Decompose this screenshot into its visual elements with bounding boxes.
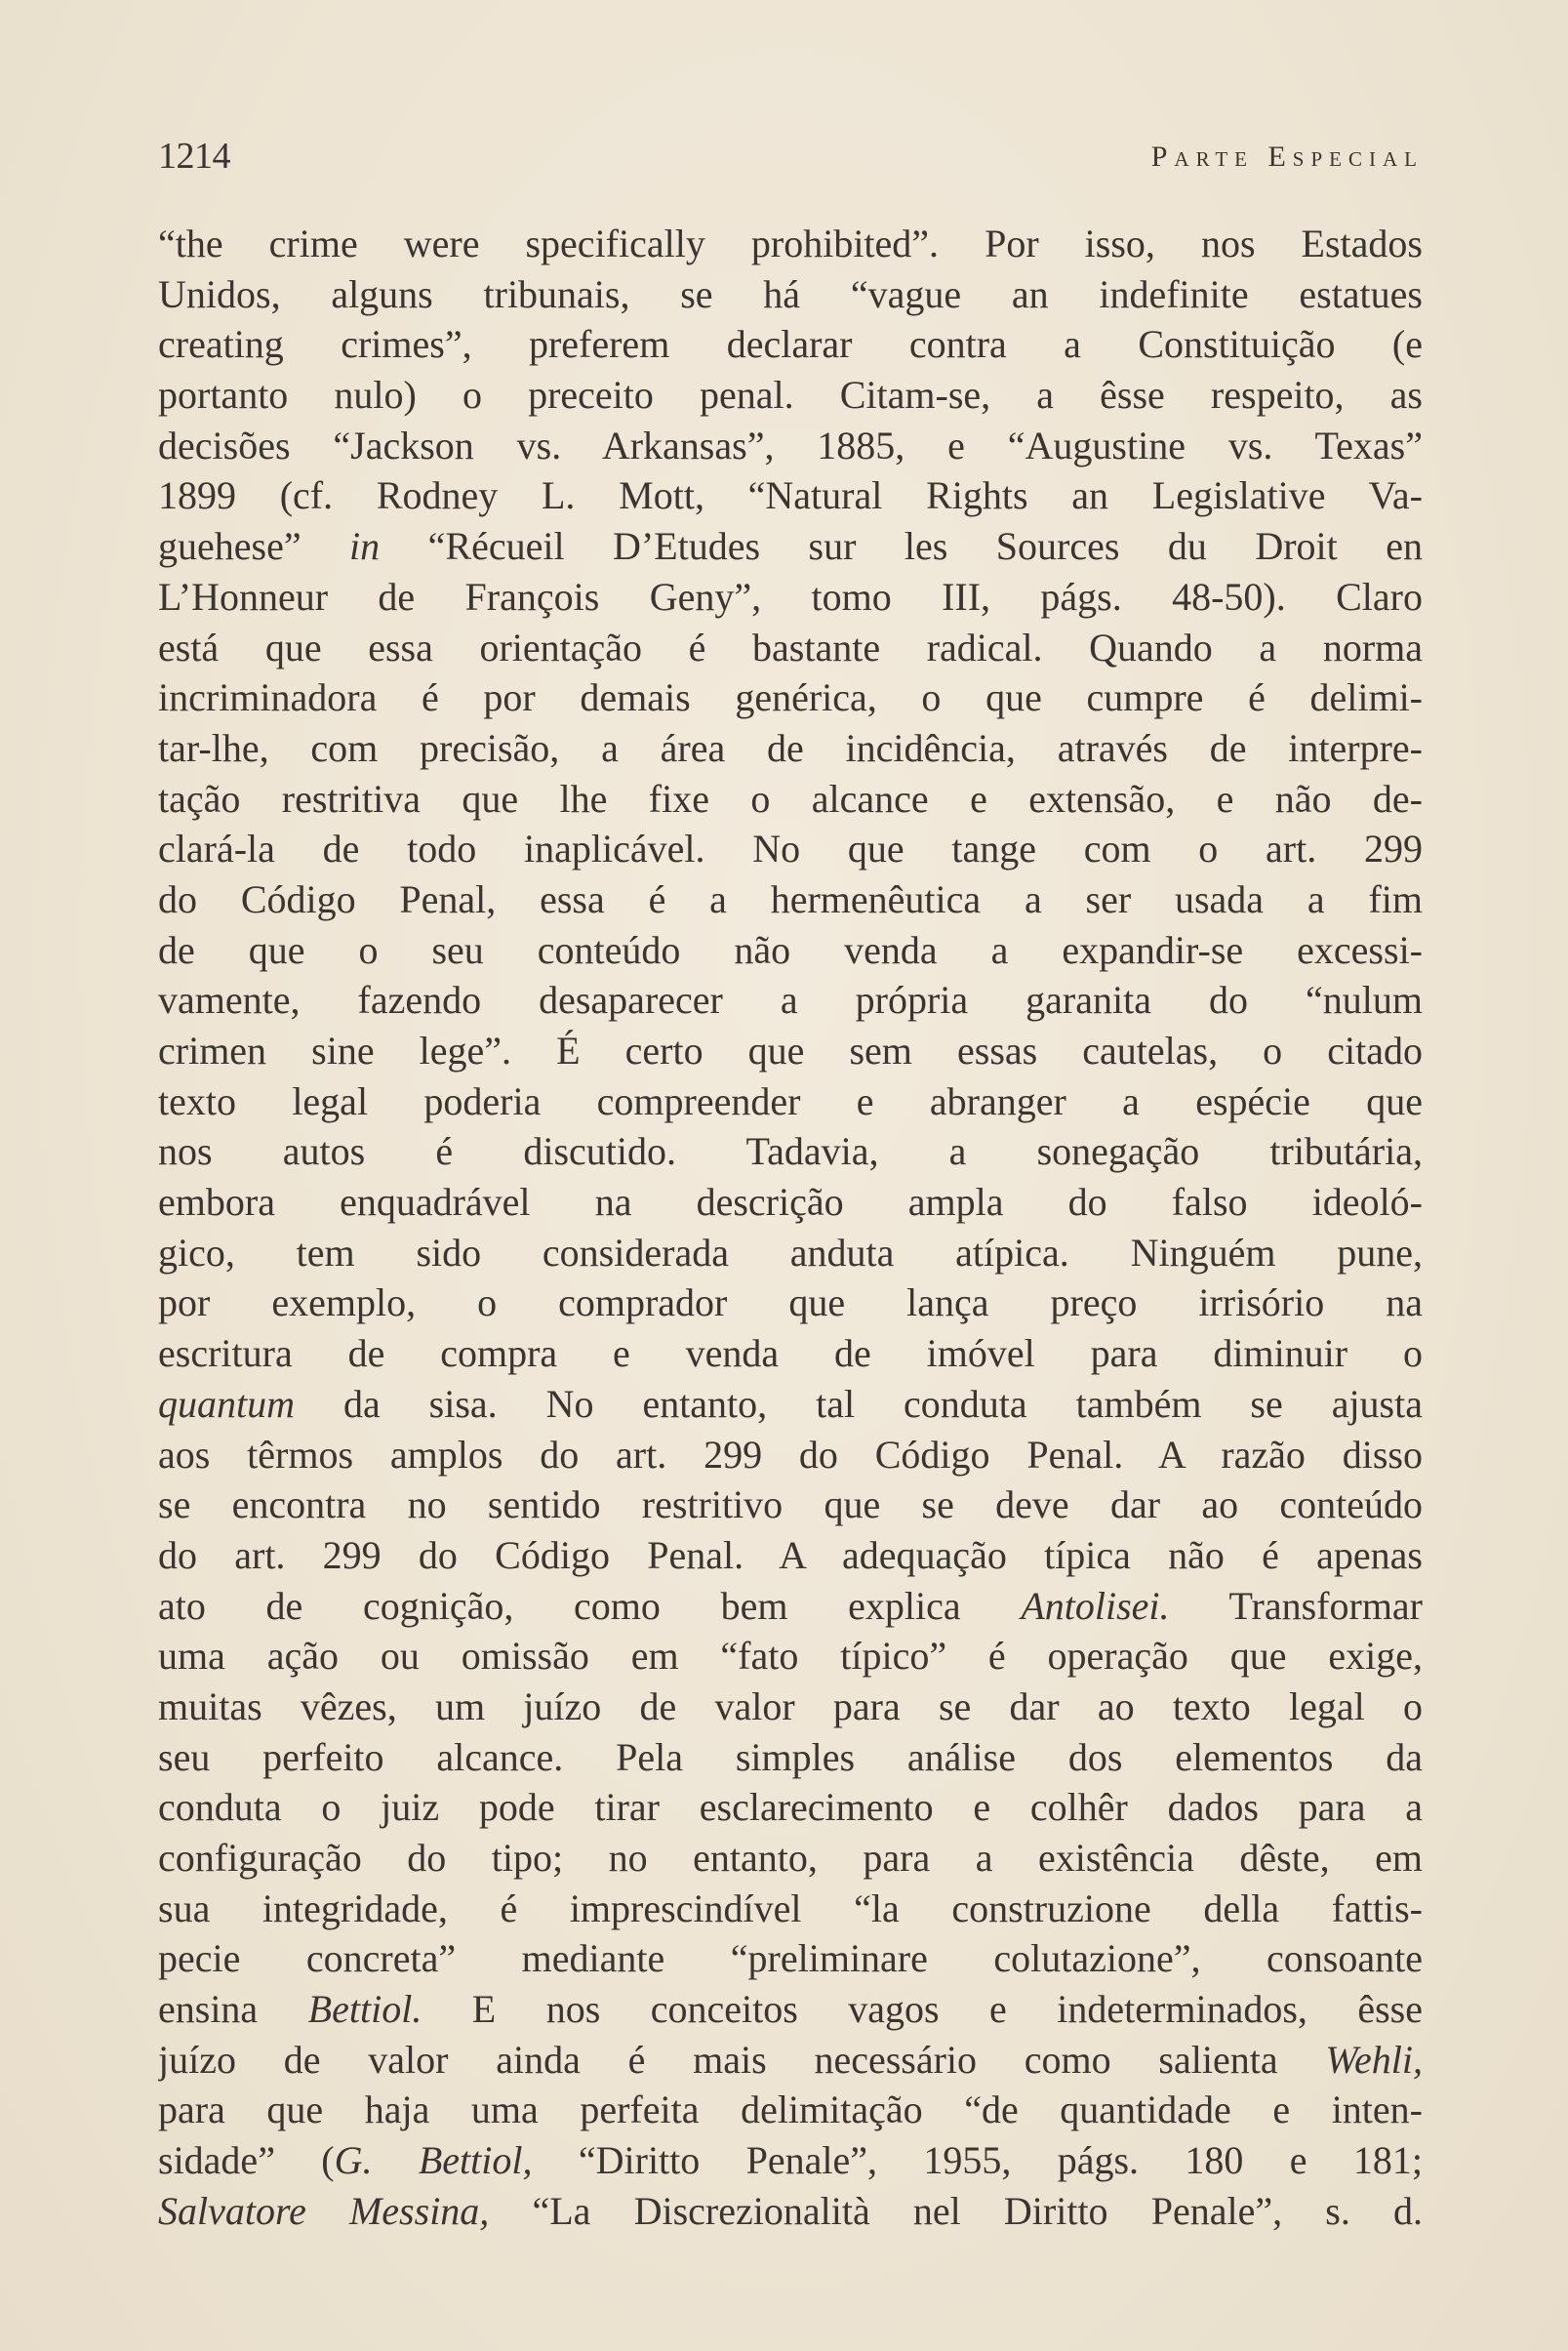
body-text — [158, 219, 1423, 2237]
text-segment: “the crime were specifically prohibited”. Por isso, nos Estados — [158, 222, 1423, 265]
text-segment: “La Discrezionalità nel Diritto Penale”, s. d. — [489, 2188, 1423, 2233]
text-line — [158, 1228, 1423, 1278]
text-line — [158, 1682, 1423, 1732]
text-line — [158, 1833, 1423, 1884]
text-segment: configuração do tipo; no entanto, para a existência dêste, em — [158, 1836, 1423, 1880]
text-line — [158, 1782, 1423, 1833]
text-line — [158, 319, 1423, 370]
text-segment: crimen sine lege”. É certo que sem essas cautelas, o citado — [158, 1029, 1423, 1073]
text-line — [158, 2186, 1423, 2237]
text-segment: decisões “Jackson vs. Arkansas”, 1885, e “Augustine vs. Texas” — [158, 423, 1423, 467]
text-segment: por exemplo, o comprador que lança preço irrisório na — [158, 1280, 1423, 1325]
text-segment: se encontra no sentido restritivo que se deve dar ao conteúdo — [158, 1482, 1423, 1527]
text-line — [158, 2085, 1423, 2135]
text-segment: tação restritiva que lhe fixe o alcance e extensão, e não de- — [158, 776, 1423, 821]
text-segment: incriminadora é por demais genérica, o que cumpre é delimi- — [158, 675, 1423, 720]
text-line — [158, 1530, 1423, 1581]
text-line — [158, 421, 1423, 471]
text-line — [158, 774, 1423, 825]
italic-text: in — [349, 524, 381, 569]
text-segment: 1899 (cf. Rodney L. Mott, “Natural Rights an Legislative Va- — [158, 473, 1423, 518]
text-line — [158, 1480, 1423, 1530]
text-line — [158, 2035, 1423, 2086]
text-line — [158, 1076, 1423, 1127]
text-segment: aos têrmos amplos do art. 299 do Código Penal. A razão disso — [158, 1432, 1423, 1477]
text-segment: portanto nulo) o preceito penal. Citam-se, a êsse respeito, as — [158, 373, 1423, 418]
text-line — [158, 672, 1423, 723]
text-line — [158, 824, 1423, 874]
text-segment: guehese” — [158, 524, 350, 569]
text-line — [158, 1026, 1423, 1076]
text-line — [158, 2135, 1423, 2186]
text-segment: para que haja uma perfeita delimitação “de quantidade e inten- — [158, 2088, 1423, 2132]
text-segment: clará-la de todo inaplicável. No que tange com o art. 299 — [158, 827, 1423, 871]
text-segment: creating crimes”, preferem declarar contra a Constituição (e — [158, 322, 1423, 367]
text-line — [158, 572, 1423, 623]
text-line — [158, 1430, 1423, 1480]
italic-text: G. Bettiol, — [334, 2138, 533, 2183]
text-segment: muitas vêzes, um juízo de valor para se dar ao texto legal o — [158, 1683, 1423, 1728]
italic-text: Bettiol. — [307, 1987, 422, 2032]
text-line — [158, 723, 1423, 774]
text-line — [158, 470, 1423, 521]
text-line — [158, 1126, 1423, 1177]
italic-text: quantum — [158, 1381, 295, 1426]
text-line — [158, 1933, 1423, 1984]
text-segment: vamente, fazendo desaparecer a própria garanita do “nulum — [158, 978, 1423, 1023]
text-segment: da sisa. No entanto, tal conduta também se ajusta — [295, 1381, 1423, 1426]
text-line — [158, 1379, 1423, 1430]
text-segment: escritura de compra e venda de imóvel para diminuir o — [158, 1331, 1423, 1376]
text-segment: nos autos é discutido. Tadavia, a sonegação tributária, — [158, 1129, 1423, 1174]
text-segment: Transformar — [1169, 1583, 1423, 1628]
text-segment: seu perfeito alcance. Pela simples análise dos elementos da — [158, 1734, 1423, 1779]
text-segment: de que o seu conteúdo não venda a expandir-se excessi- — [158, 927, 1423, 972]
text-line — [158, 1328, 1423, 1379]
text-segment: E nos conceitos vagos e indeterminados, êsse — [422, 1987, 1423, 2032]
text-segment: “Diritto Penale”, 1955, págs. 180 e 181; — [532, 2138, 1423, 2183]
text-line — [158, 269, 1423, 320]
text-segment: do art. 299 do Código Penal. A adequação típica não é apenas — [158, 1532, 1423, 1577]
text-line — [158, 1884, 1423, 1934]
text-line — [158, 925, 1423, 976]
text-line — [158, 1984, 1423, 2035]
text-segment: L’Honneur de François Geny”, tomo III, págs. 48-50). Claro — [158, 574, 1423, 619]
text-line — [158, 1581, 1423, 1632]
text-line — [158, 623, 1423, 673]
text-segment: tar-lhe, com precisão, a área de incidência, através de interpre- — [158, 725, 1423, 770]
text-segment: sidade” ( — [158, 2138, 335, 2183]
text-segment: pecie concreta” mediante “preliminare colutazione”, consoante — [158, 1936, 1423, 1981]
text-line — [158, 874, 1423, 925]
running-head: Parte Especial — [1150, 141, 1424, 173]
text-line — [158, 1277, 1423, 1328]
text-line — [158, 370, 1423, 421]
text-segment: Unidos, alguns tribunais, se há “vague an indefinite estatues — [158, 271, 1423, 316]
text-line — [158, 521, 1423, 572]
text-line — [158, 975, 1423, 1026]
italic-text: Salvatore Messina, — [158, 2188, 490, 2233]
page-number: 1214 — [158, 136, 230, 177]
text-segment: texto legal poderia compreender e abranger a espécie que — [158, 1078, 1423, 1123]
italic-text: Wehli, — [1325, 2037, 1423, 2082]
text-segment: juízo de valor ainda é mais necessário como salienta — [158, 2037, 1326, 2082]
text-line — [158, 1631, 1423, 1682]
page-header — [158, 135, 1424, 183]
text-segment: embora enquadrável na descrição ampla do falso ideoló- — [158, 1180, 1423, 1225]
text-segment: ensina — [158, 1987, 308, 2032]
text-segment: está que essa orientação é bastante radical. Quando a norma — [158, 625, 1423, 669]
text-line — [158, 219, 1423, 269]
text-segment: conduta o juiz pode tirar esclarecimento e colhêr dados para a — [158, 1785, 1423, 1830]
text-segment: sua integridade, é imprescindível “la construzione della fattis- — [158, 1885, 1423, 1930]
text-line — [158, 1732, 1423, 1783]
text-line — [158, 1177, 1423, 1228]
text-segment: gico, tem sido considerada anduta atípica. Ninguém pune, — [158, 1230, 1423, 1275]
text-segment: uma ação ou omissão em “fato típico” é operação que exige, — [158, 1634, 1423, 1679]
text-segment: ato de cognição, como bem explica — [158, 1583, 1022, 1628]
text-segment: do Código Penal, essa é a hermenêutica a ser usada a fim — [158, 876, 1423, 921]
italic-text: Antolisei. — [1021, 1583, 1170, 1628]
text-segment: “Récueil D’Etudes sur les Sources du Droit en — [380, 524, 1423, 569]
